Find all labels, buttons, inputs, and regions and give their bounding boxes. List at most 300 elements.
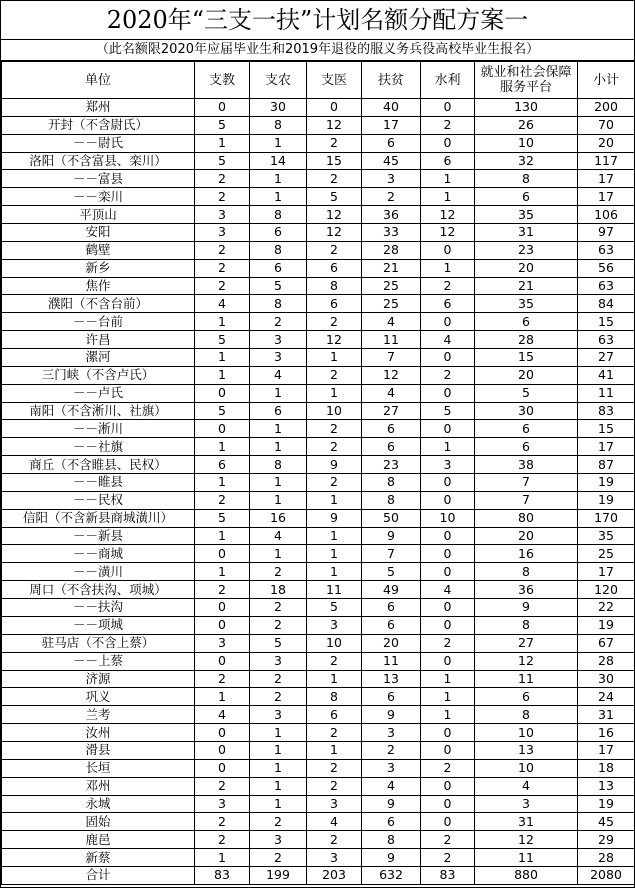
cell-zhijiao: 1 bbox=[195, 563, 250, 581]
cell-zhiyi: 1 bbox=[307, 563, 362, 581]
table-row bbox=[2, 152, 635, 170]
table-row bbox=[2, 134, 635, 152]
cell-shuili: 4 bbox=[421, 331, 475, 349]
cell-xiaoji: 56 bbox=[578, 259, 635, 277]
cell-xiaoji: 29 bbox=[578, 831, 635, 849]
cell-zhiyi: 3 bbox=[307, 849, 362, 867]
cell-xiaoji: 16 bbox=[578, 724, 635, 742]
cell-zhinong: 1 bbox=[250, 188, 307, 206]
table-row bbox=[2, 634, 635, 652]
cell-jiuye: 21 bbox=[475, 277, 578, 295]
cell-zhijiao: 2 bbox=[195, 241, 250, 259]
cell-xiaoji: 28 bbox=[578, 849, 635, 867]
cell-unit: －－潢川 bbox=[2, 563, 195, 581]
cell-shuili: 6 bbox=[421, 295, 475, 313]
cell-shuili: 1 bbox=[421, 688, 475, 706]
table-row bbox=[2, 527, 635, 545]
cell-xiaoji: 17 bbox=[578, 438, 635, 456]
cell-jiuye: 12 bbox=[475, 652, 578, 670]
cell-jiuye: 27 bbox=[475, 634, 578, 652]
cell-jiuye: 8 bbox=[475, 706, 578, 724]
header-unit: 单位 bbox=[2, 62, 195, 99]
cell-xiaoji: 27 bbox=[578, 349, 635, 367]
cell-unit: －－卢氏 bbox=[2, 384, 195, 402]
cell-unit: 济源 bbox=[2, 670, 195, 688]
header-xiaoji: 小计 bbox=[578, 62, 635, 99]
cell-jiuye: 880 bbox=[475, 866, 578, 884]
cell-xiaoji: 15 bbox=[578, 313, 635, 331]
cell-fupin: 9 bbox=[362, 527, 421, 545]
cell-jiuye: 6 bbox=[475, 420, 578, 438]
cell-zhinong: 1 bbox=[250, 795, 307, 813]
cell-fupin: 45 bbox=[362, 152, 421, 170]
cell-zhijiao: 0 bbox=[195, 759, 250, 777]
cell-fupin: 50 bbox=[362, 509, 421, 527]
table-row bbox=[2, 384, 635, 402]
cell-zhinong: 8 bbox=[250, 295, 307, 313]
cell-shuili: 12 bbox=[421, 206, 475, 224]
cell-xiaoji: 70 bbox=[578, 116, 635, 134]
cell-unit: －－淅川 bbox=[2, 420, 195, 438]
cell-jiuye: 5 bbox=[475, 384, 578, 402]
table-row bbox=[2, 116, 635, 134]
cell-zhinong: 3 bbox=[250, 831, 307, 849]
cell-xiaoji: 63 bbox=[578, 277, 635, 295]
cell-fupin: 6 bbox=[362, 134, 421, 152]
cell-zhinong: 6 bbox=[250, 224, 307, 242]
table-row bbox=[2, 652, 635, 670]
cell-xiaoji: 15 bbox=[578, 420, 635, 438]
cell-unit: －－上蔡 bbox=[2, 652, 195, 670]
cell-zhijiao: 5 bbox=[195, 509, 250, 527]
cell-zhiyi: 2 bbox=[307, 777, 362, 795]
cell-unit: 鹿邑 bbox=[2, 831, 195, 849]
cell-xiaoji: 19 bbox=[578, 474, 635, 492]
cell-fupin: 6 bbox=[362, 688, 421, 706]
cell-unit: －－栾川 bbox=[2, 188, 195, 206]
table-row bbox=[2, 438, 635, 456]
cell-xiaoji: 35 bbox=[578, 527, 635, 545]
cell-unit: 长垣 bbox=[2, 759, 195, 777]
cell-jiuye: 6 bbox=[475, 688, 578, 706]
cell-fupin: 17 bbox=[362, 116, 421, 134]
cell-shuili: 12 bbox=[421, 224, 475, 242]
cell-fupin: 632 bbox=[362, 866, 421, 884]
cell-zhiyi: 203 bbox=[307, 866, 362, 884]
table-row bbox=[2, 813, 635, 831]
cell-zhiyi: 1 bbox=[307, 349, 362, 367]
cell-xiaoji: 28 bbox=[578, 652, 635, 670]
cell-fupin: 27 bbox=[362, 402, 421, 420]
cell-zhijiao: 1 bbox=[195, 849, 250, 867]
cell-fupin: 33 bbox=[362, 224, 421, 242]
cell-fupin: 6 bbox=[362, 599, 421, 617]
cell-jiuye: 8 bbox=[475, 563, 578, 581]
cell-shuili: 0 bbox=[421, 349, 475, 367]
cell-shuili: 0 bbox=[421, 527, 475, 545]
cell-unit: 信阳（不含新县商城潢川） bbox=[2, 509, 195, 527]
cell-shuili: 0 bbox=[421, 491, 475, 509]
cell-jiuye: 35 bbox=[475, 295, 578, 313]
cell-jiuye: 36 bbox=[475, 581, 578, 599]
cell-unit: 开封（不含尉氏） bbox=[2, 116, 195, 134]
cell-xiaoji: 31 bbox=[578, 706, 635, 724]
cell-shuili: 1 bbox=[421, 438, 475, 456]
cell-xiaoji: 2080 bbox=[578, 866, 635, 884]
cell-unit: 新乡 bbox=[2, 259, 195, 277]
cell-xiaoji: 170 bbox=[578, 509, 635, 527]
cell-shuili: 6 bbox=[421, 152, 475, 170]
cell-unit: －－扶沟 bbox=[2, 599, 195, 617]
cell-zhinong: 1 bbox=[250, 420, 307, 438]
cell-zhinong: 16 bbox=[250, 509, 307, 527]
cell-zhiyi: 9 bbox=[307, 456, 362, 474]
cell-xiaoji: 45 bbox=[578, 813, 635, 831]
cell-jiuye: 38 bbox=[475, 456, 578, 474]
cell-zhijiao: 1 bbox=[195, 527, 250, 545]
cell-xiaoji: 20 bbox=[578, 134, 635, 152]
cell-zhiyi: 6 bbox=[307, 295, 362, 313]
cell-shuili: 0 bbox=[421, 813, 475, 831]
cell-unit: 永城 bbox=[2, 795, 195, 813]
cell-jiuye: 16 bbox=[475, 545, 578, 563]
table-row bbox=[2, 259, 635, 277]
cell-xiaoji: 22 bbox=[578, 599, 635, 617]
table-row bbox=[2, 188, 635, 206]
table-row bbox=[2, 670, 635, 688]
cell-zhijiao: 2 bbox=[195, 831, 250, 849]
cell-zhinong: 2 bbox=[250, 616, 307, 634]
cell-fupin: 28 bbox=[362, 241, 421, 259]
cell-unit: 洛阳（不含富县、栾川） bbox=[2, 152, 195, 170]
cell-zhinong: 8 bbox=[250, 456, 307, 474]
cell-zhinong: 4 bbox=[250, 527, 307, 545]
cell-zhijiao: 1 bbox=[195, 134, 250, 152]
cell-jiuye: 31 bbox=[475, 224, 578, 242]
cell-zhijiao: 83 bbox=[195, 866, 250, 884]
cell-fupin: 9 bbox=[362, 706, 421, 724]
cell-xiaoji: 17 bbox=[578, 563, 635, 581]
cell-unit: 巩义 bbox=[2, 688, 195, 706]
table-row bbox=[2, 759, 635, 777]
cell-unit: 许昌 bbox=[2, 331, 195, 349]
cell-shuili: 0 bbox=[421, 545, 475, 563]
table-row bbox=[2, 170, 635, 188]
cell-zhinong: 30 bbox=[250, 99, 307, 117]
cell-unit: －－尉氏 bbox=[2, 134, 195, 152]
cell-shuili: 2 bbox=[421, 759, 475, 777]
cell-xiaoji: 106 bbox=[578, 206, 635, 224]
cell-fupin: 7 bbox=[362, 349, 421, 367]
cell-zhijiao: 2 bbox=[195, 259, 250, 277]
cell-unit: 三门峡（不含卢氏） bbox=[2, 366, 195, 384]
cell-zhiyi: 15 bbox=[307, 152, 362, 170]
cell-zhiyi: 6 bbox=[307, 706, 362, 724]
cell-unit: 濮阳（不含台前） bbox=[2, 295, 195, 313]
cell-zhijiao: 0 bbox=[195, 545, 250, 563]
cell-jiuye: 8 bbox=[475, 616, 578, 634]
table-row bbox=[2, 349, 635, 367]
table-row bbox=[2, 474, 635, 492]
cell-zhijiao: 0 bbox=[195, 420, 250, 438]
cell-zhiyi: 6 bbox=[307, 259, 362, 277]
cell-fupin: 3 bbox=[362, 759, 421, 777]
cell-zhiyi: 1 bbox=[307, 384, 362, 402]
cell-xiaoji: 13 bbox=[578, 777, 635, 795]
cell-fupin: 25 bbox=[362, 295, 421, 313]
cell-zhiyi: 12 bbox=[307, 224, 362, 242]
cell-unit: －－富县 bbox=[2, 170, 195, 188]
cell-jiuye: 13 bbox=[475, 741, 578, 759]
cell-zhijiao: 1 bbox=[195, 349, 250, 367]
cell-jiuye: 3 bbox=[475, 795, 578, 813]
cell-shuili: 0 bbox=[421, 384, 475, 402]
cell-zhijiao: 1 bbox=[195, 313, 250, 331]
cell-zhijiao: 0 bbox=[195, 741, 250, 759]
cell-zhinong: 2 bbox=[250, 688, 307, 706]
table-row bbox=[2, 724, 635, 742]
cell-shuili: 0 bbox=[421, 420, 475, 438]
cell-fupin: 13 bbox=[362, 670, 421, 688]
cell-zhijiao: 0 bbox=[195, 99, 250, 117]
cell-shuili: 0 bbox=[421, 795, 475, 813]
cell-zhijiao: 6 bbox=[195, 456, 250, 474]
table-row bbox=[2, 366, 635, 384]
cell-xiaoji: 17 bbox=[578, 170, 635, 188]
cell-xiaoji: 84 bbox=[578, 295, 635, 313]
cell-unit: 南阳（不含淅川、社旗） bbox=[2, 402, 195, 420]
cell-zhiyi: 1 bbox=[307, 670, 362, 688]
cell-fupin: 23 bbox=[362, 456, 421, 474]
cell-jiuye: 80 bbox=[475, 509, 578, 527]
cell-zhinong: 1 bbox=[250, 384, 307, 402]
cell-zhinong: 3 bbox=[250, 349, 307, 367]
cell-fupin: 2 bbox=[362, 741, 421, 759]
cell-xiaoji: 63 bbox=[578, 331, 635, 349]
cell-zhijiao: 1 bbox=[195, 366, 250, 384]
table-row bbox=[2, 331, 635, 349]
cell-zhiyi: 1 bbox=[307, 527, 362, 545]
cell-zhiyi: 12 bbox=[307, 116, 362, 134]
table-row bbox=[2, 241, 635, 259]
cell-unit: 郑州 bbox=[2, 99, 195, 117]
cell-zhiyi: 10 bbox=[307, 402, 362, 420]
cell-zhiyi: 2 bbox=[307, 366, 362, 384]
cell-unit: 兰考 bbox=[2, 706, 195, 724]
cell-jiuye: 28 bbox=[475, 331, 578, 349]
cell-shuili: 0 bbox=[421, 724, 475, 742]
cell-xiaoji: 83 bbox=[578, 402, 635, 420]
cell-xiaoji: 17 bbox=[578, 741, 635, 759]
cell-zhinong: 1 bbox=[250, 134, 307, 152]
cell-zhijiao: 2 bbox=[195, 491, 250, 509]
cell-zhinong: 1 bbox=[250, 474, 307, 492]
cell-zhiyi: 2 bbox=[307, 652, 362, 670]
table-row bbox=[2, 545, 635, 563]
cell-fupin: 7 bbox=[362, 545, 421, 563]
cell-zhiyi: 2 bbox=[307, 313, 362, 331]
cell-zhinong: 2 bbox=[250, 563, 307, 581]
cell-shuili: 10 bbox=[421, 509, 475, 527]
cell-fupin: 40 bbox=[362, 99, 421, 117]
cell-zhijiao: 2 bbox=[195, 813, 250, 831]
cell-zhijiao: 5 bbox=[195, 331, 250, 349]
cell-zhiyi: 2 bbox=[307, 724, 362, 742]
table-row bbox=[2, 831, 635, 849]
cell-jiuye: 23 bbox=[475, 241, 578, 259]
cell-jiuye: 130 bbox=[475, 99, 578, 117]
cell-fupin: 21 bbox=[362, 259, 421, 277]
cell-zhinong: 2 bbox=[250, 849, 307, 867]
cell-fupin: 9 bbox=[362, 849, 421, 867]
cell-shuili: 83 bbox=[421, 866, 475, 884]
cell-fupin: 6 bbox=[362, 420, 421, 438]
cell-zhinong: 5 bbox=[250, 277, 307, 295]
cell-jiuye: 11 bbox=[475, 670, 578, 688]
cell-unit: －－项城 bbox=[2, 616, 195, 634]
cell-zhiyi: 3 bbox=[307, 616, 362, 634]
cell-unit: 鹤壁 bbox=[2, 241, 195, 259]
cell-zhinong: 2 bbox=[250, 599, 307, 617]
cell-zhiyi: 1 bbox=[307, 545, 362, 563]
header-fupin: 扶贫 bbox=[362, 62, 421, 99]
cell-xiaoji: 30 bbox=[578, 670, 635, 688]
cell-shuili: 1 bbox=[421, 670, 475, 688]
table-row bbox=[2, 849, 635, 867]
cell-unit: －－新县 bbox=[2, 527, 195, 545]
cell-fupin: 12 bbox=[362, 366, 421, 384]
quota-table bbox=[1, 61, 635, 885]
header-zhinong: 支农 bbox=[250, 62, 307, 99]
cell-jiuye: 9 bbox=[475, 599, 578, 617]
cell-fupin: 5 bbox=[362, 563, 421, 581]
cell-fupin: 49 bbox=[362, 581, 421, 599]
cell-zhijiao: 2 bbox=[195, 581, 250, 599]
table-row bbox=[2, 777, 635, 795]
cell-shuili: 1 bbox=[421, 706, 475, 724]
cell-zhijiao: 3 bbox=[195, 224, 250, 242]
cell-unit: 安阳 bbox=[2, 224, 195, 242]
cell-zhijiao: 2 bbox=[195, 170, 250, 188]
cell-zhiyi: 2 bbox=[307, 831, 362, 849]
cell-unit: －－睢县 bbox=[2, 474, 195, 492]
cell-zhijiao: 0 bbox=[195, 384, 250, 402]
table-row bbox=[2, 224, 635, 242]
cell-jiuye: 8 bbox=[475, 170, 578, 188]
cell-jiuye: 12 bbox=[475, 831, 578, 849]
cell-fupin: 6 bbox=[362, 813, 421, 831]
cell-jiuye: 4 bbox=[475, 777, 578, 795]
cell-unit: 驻马店（不含上蔡） bbox=[2, 634, 195, 652]
cell-zhinong: 3 bbox=[250, 706, 307, 724]
cell-zhijiao: 3 bbox=[195, 634, 250, 652]
cell-jiuye: 32 bbox=[475, 152, 578, 170]
cell-zhiyi: 2 bbox=[307, 170, 362, 188]
cell-jiuye: 10 bbox=[475, 724, 578, 742]
cell-fupin: 11 bbox=[362, 331, 421, 349]
cell-shuili: 0 bbox=[421, 563, 475, 581]
header-zhijiao: 支教 bbox=[195, 62, 250, 99]
cell-zhinong: 8 bbox=[250, 241, 307, 259]
cell-zhinong: 1 bbox=[250, 759, 307, 777]
cell-shuili: 0 bbox=[421, 777, 475, 795]
cell-zhinong: 6 bbox=[250, 259, 307, 277]
cell-fupin: 4 bbox=[362, 313, 421, 331]
cell-fupin: 6 bbox=[362, 438, 421, 456]
cell-zhiyi: 2 bbox=[307, 474, 362, 492]
cell-fupin: 6 bbox=[362, 616, 421, 634]
cell-zhinong: 1 bbox=[250, 438, 307, 456]
cell-unit: 新蔡 bbox=[2, 849, 195, 867]
cell-zhijiao: 2 bbox=[195, 277, 250, 295]
table-row bbox=[2, 706, 635, 724]
cell-zhijiao: 1 bbox=[195, 474, 250, 492]
table-row bbox=[2, 616, 635, 634]
cell-shuili: 5 bbox=[421, 402, 475, 420]
cell-zhiyi: 2 bbox=[307, 438, 362, 456]
table-row bbox=[2, 741, 635, 759]
cell-zhinong: 8 bbox=[250, 206, 307, 224]
cell-zhinong: 1 bbox=[250, 777, 307, 795]
cell-jiuye: 30 bbox=[475, 402, 578, 420]
cell-shuili: 2 bbox=[421, 116, 475, 134]
cell-zhijiao: 4 bbox=[195, 295, 250, 313]
table-body bbox=[2, 99, 635, 885]
cell-shuili: 0 bbox=[421, 741, 475, 759]
cell-unit: 汝州 bbox=[2, 724, 195, 742]
cell-jiuye: 7 bbox=[475, 474, 578, 492]
cell-zhijiao: 0 bbox=[195, 616, 250, 634]
cell-zhiyi: 2 bbox=[307, 420, 362, 438]
cell-shuili: 1 bbox=[421, 170, 475, 188]
cell-zhijiao: 5 bbox=[195, 116, 250, 134]
cell-xiaoji: 18 bbox=[578, 759, 635, 777]
cell-jiuye: 6 bbox=[475, 188, 578, 206]
cell-fupin: 25 bbox=[362, 277, 421, 295]
cell-zhinong: 199 bbox=[250, 866, 307, 884]
cell-shuili: 0 bbox=[421, 652, 475, 670]
table-header-row bbox=[2, 62, 635, 99]
cell-shuili: 3 bbox=[421, 456, 475, 474]
cell-zhijiao: 5 bbox=[195, 402, 250, 420]
cell-fupin: 2 bbox=[362, 188, 421, 206]
cell-fupin: 4 bbox=[362, 384, 421, 402]
cell-fupin: 3 bbox=[362, 724, 421, 742]
cell-xiaoji: 41 bbox=[578, 366, 635, 384]
cell-jiuye: 6 bbox=[475, 438, 578, 456]
cell-zhiyi: 2 bbox=[307, 241, 362, 259]
cell-xiaoji: 24 bbox=[578, 688, 635, 706]
cell-zhinong: 18 bbox=[250, 581, 307, 599]
cell-zhinong: 1 bbox=[250, 545, 307, 563]
cell-zhinong: 3 bbox=[250, 331, 307, 349]
cell-zhijiao: 0 bbox=[195, 724, 250, 742]
table-row bbox=[2, 99, 635, 117]
cell-zhijiao: 1 bbox=[195, 688, 250, 706]
cell-xiaoji: 63 bbox=[578, 241, 635, 259]
cell-unit: －－民权 bbox=[2, 491, 195, 509]
cell-shuili: 0 bbox=[421, 313, 475, 331]
table-row bbox=[2, 313, 635, 331]
cell-shuili: 0 bbox=[421, 474, 475, 492]
table-row bbox=[2, 688, 635, 706]
cell-jiuye: 26 bbox=[475, 116, 578, 134]
cell-zhiyi: 2 bbox=[307, 759, 362, 777]
cell-jiuye: 20 bbox=[475, 259, 578, 277]
cell-unit: 邓州 bbox=[2, 777, 195, 795]
cell-jiuye: 31 bbox=[475, 813, 578, 831]
cell-xiaoji: 200 bbox=[578, 99, 635, 117]
